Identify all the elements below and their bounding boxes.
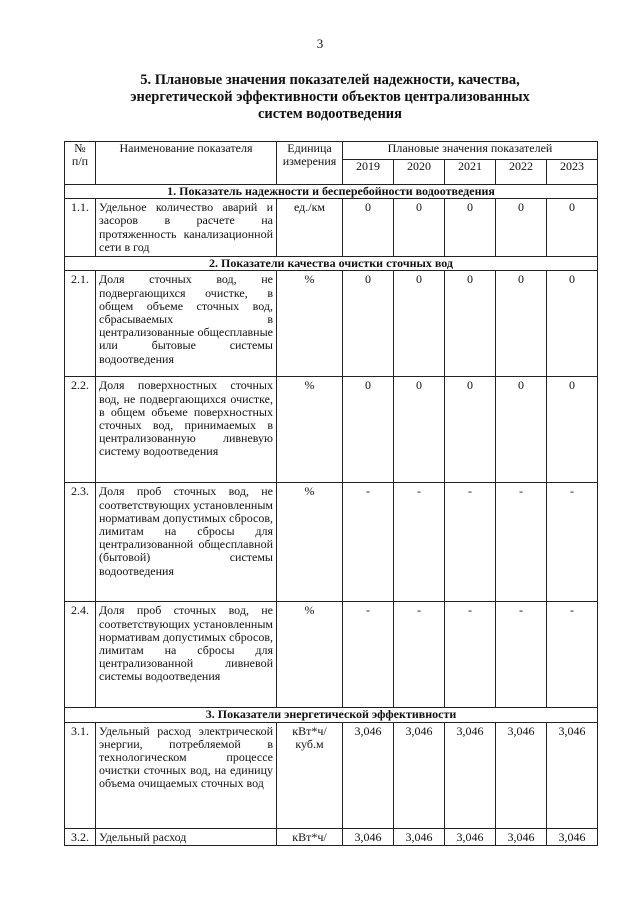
row-value: - bbox=[394, 483, 445, 602]
row-value: 0 bbox=[394, 271, 445, 377]
row-unit: ед./км bbox=[277, 199, 343, 257]
row-unit: % bbox=[277, 377, 343, 483]
row-name: Доля сточных вод, не подвергающихся очистке, в общем объеме сточных вод, сбрасываемых в централизованные общесплавные или бытовые системы водоотведения bbox=[96, 271, 277, 377]
page-number: 3 bbox=[316, 36, 324, 51]
row-value: - bbox=[496, 602, 547, 708]
row-value: 3,046 bbox=[547, 722, 598, 828]
table-row bbox=[65, 483, 598, 602]
row-value: - bbox=[445, 483, 496, 602]
table-row bbox=[65, 722, 598, 828]
row-num: 3.1. bbox=[65, 722, 96, 828]
row-unit: % bbox=[277, 271, 343, 377]
row-value: 3,046 bbox=[343, 722, 394, 828]
row-value: 0 bbox=[343, 377, 394, 483]
row-value: - bbox=[343, 483, 394, 602]
row-value: 3,046 bbox=[547, 828, 598, 845]
row-num: 2.3. bbox=[65, 483, 96, 602]
header-year: 2020 bbox=[394, 160, 445, 185]
row-unit: % bbox=[277, 602, 343, 708]
row-value: 0 bbox=[445, 271, 496, 377]
row-value: 0 bbox=[394, 199, 445, 257]
row-value: 3,046 bbox=[343, 828, 394, 845]
row-value: 0 bbox=[496, 271, 547, 377]
table-row bbox=[65, 602, 598, 708]
indicators-table bbox=[64, 141, 598, 846]
row-value: - bbox=[547, 602, 598, 708]
header-planned: Плановые значения показателей bbox=[343, 142, 598, 160]
row-value: 3,046 bbox=[496, 722, 547, 828]
row-unit: % bbox=[277, 483, 343, 602]
header-year: 2023 bbox=[547, 160, 598, 185]
document-heading bbox=[70, 72, 590, 123]
heading-line-3: систем водоотведения bbox=[257, 106, 403, 122]
row-unit: кВт*ч/ куб.м bbox=[277, 722, 343, 828]
header-year: 2021 bbox=[445, 160, 496, 185]
section-title: 3. Показатели энергетической эффективности bbox=[65, 708, 598, 722]
row-name: Доля поверхностных сточных вод, не подвергающихся очистке, в общем объеме поверхностных сточных вод, принимаемых в централизованную ливневую систему водоотведения bbox=[96, 377, 277, 483]
row-value: 0 bbox=[343, 199, 394, 257]
header-year: 2022 bbox=[496, 160, 547, 185]
heading-line-2: энергетической эффективности объектов централизованных bbox=[130, 89, 530, 105]
row-name: Удельное количество аварий и засоров в расчете на протяженность канализационной сети в год bbox=[96, 199, 277, 257]
row-num: 1.1. bbox=[65, 199, 96, 257]
row-value: 0 bbox=[547, 377, 598, 483]
row-value: 0 bbox=[496, 199, 547, 257]
row-value: 0 bbox=[445, 377, 496, 483]
row-value: 3,046 bbox=[445, 722, 496, 828]
row-value: 0 bbox=[547, 271, 598, 377]
row-value: 3,046 bbox=[496, 828, 547, 845]
row-num: 3.2. bbox=[65, 828, 96, 845]
header-num: № п/п bbox=[65, 142, 96, 185]
row-num: 2.1. bbox=[65, 271, 96, 377]
row-value: - bbox=[547, 483, 598, 602]
table-row bbox=[65, 377, 598, 483]
row-value: 3,046 bbox=[445, 828, 496, 845]
row-value: 0 bbox=[496, 377, 547, 483]
heading-line-1: 5. Плановые значения показателей надежности, качества, bbox=[140, 72, 520, 88]
row-num: 2.2. bbox=[65, 377, 96, 483]
row-unit: кВт*ч/ bbox=[277, 828, 343, 845]
row-value: 0 bbox=[547, 199, 598, 257]
row-value: 0 bbox=[445, 199, 496, 257]
row-name: Доля проб сточных вод, не соответствующих установленным нормативам допустимых сбросов, лимитам на сбросы для централизованной ливневой системы водоотведения bbox=[96, 602, 277, 708]
header-year: 2019 bbox=[343, 160, 394, 185]
row-num: 2.4. bbox=[65, 602, 96, 708]
section-title: 2. Показатели качества очистки сточных вод bbox=[65, 257, 598, 271]
section-title: 1. Показатель надежности и бесперебойности водоотведения bbox=[65, 185, 598, 199]
row-value: - bbox=[496, 483, 547, 602]
header-unit: Единица измерения bbox=[277, 142, 343, 185]
table-row bbox=[65, 828, 598, 845]
row-value: - bbox=[394, 602, 445, 708]
row-value: 0 bbox=[343, 271, 394, 377]
header-name: Наименование показателя bbox=[96, 142, 277, 185]
row-name: Удельный расход электрической энергии, потребляемой в технологическом процессе очистки сточных вод, на единицу объема очищаемых сточных вод bbox=[96, 722, 277, 828]
table-row bbox=[65, 199, 598, 257]
row-value: 3,046 bbox=[394, 722, 445, 828]
table-row bbox=[65, 271, 598, 377]
row-name: Доля проб сточных вод, не соответствующих установленным нормативам допустимых сбросов, лимитам на сбросы для централизованной общесплавной (бытовой) системы водоотведения bbox=[96, 483, 277, 602]
row-value: 0 bbox=[394, 377, 445, 483]
row-value: - bbox=[445, 602, 496, 708]
row-value: 3,046 bbox=[394, 828, 445, 845]
row-name: Удельный расход bbox=[96, 828, 277, 845]
row-value: - bbox=[343, 602, 394, 708]
